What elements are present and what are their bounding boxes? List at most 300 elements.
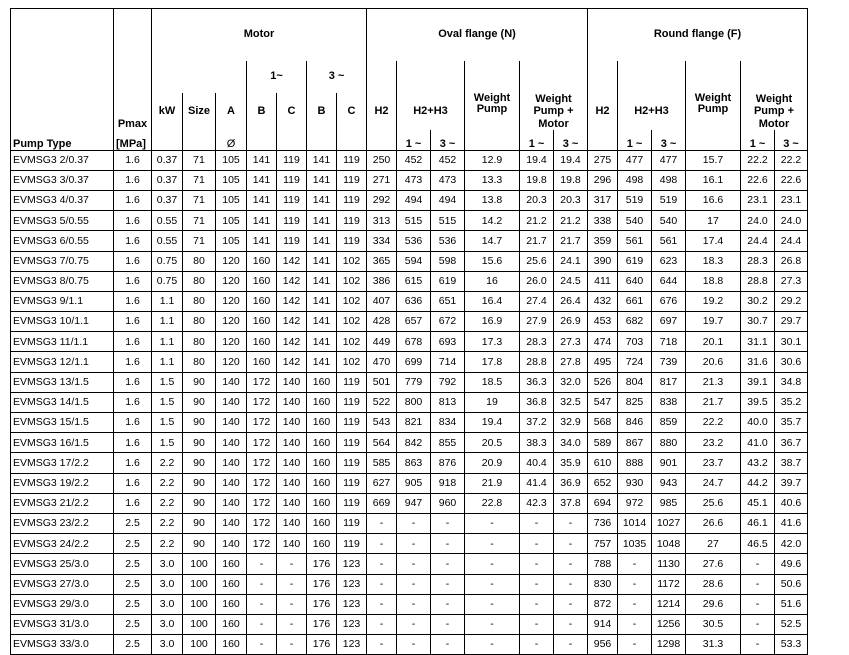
table-cell: -	[431, 594, 465, 614]
table-cell: 28.3	[520, 332, 554, 352]
table-cell: 80	[183, 271, 216, 291]
table-cell: 27.9	[520, 312, 554, 332]
a-diameter-symbol: Ø	[216, 130, 247, 150]
table-row	[11, 170, 808, 190]
table-cell: 105	[216, 231, 247, 251]
oval-wpm-3ph-header: 3 ~	[554, 130, 588, 150]
size-header-mid	[183, 61, 216, 93]
motor-header: Motor	[152, 9, 367, 61]
table-cell: -	[465, 554, 520, 574]
table-cell: 172	[247, 433, 277, 453]
table-cell: 160	[307, 473, 337, 493]
table-cell: 160	[247, 251, 277, 271]
table-cell: 0.75	[152, 251, 183, 271]
table-cell: 119	[337, 231, 367, 251]
table-cell: 141	[247, 211, 277, 231]
table-cell: 90	[183, 493, 216, 513]
table-cell: 275	[588, 150, 618, 170]
table-row	[11, 190, 808, 210]
table-cell: 1.6	[114, 150, 152, 170]
table-cell: 19.8	[520, 170, 554, 190]
table-row	[11, 231, 808, 251]
table-cell: 19.8	[554, 170, 588, 190]
pump-dimensions-table-wrapper	[10, 8, 808, 655]
table-cell: 172	[247, 413, 277, 433]
table-cell: 15.7	[686, 150, 741, 170]
table-cell: 2.5	[114, 554, 152, 574]
table-cell: -	[554, 554, 588, 574]
table-cell: 35.2	[775, 392, 808, 412]
table-cell: 714	[431, 352, 465, 372]
table-cell: 3.0	[152, 614, 183, 634]
table-cell: 1.5	[152, 413, 183, 433]
table-cell: 50.6	[775, 574, 808, 594]
table-cell: -	[397, 574, 431, 594]
table-cell: 800	[397, 392, 431, 412]
table-cell: 30.2	[741, 291, 775, 311]
table-cell: 100	[183, 635, 216, 655]
table-cell: 41.6	[775, 513, 808, 533]
table-cell: 32.0	[554, 372, 588, 392]
table-cell: 141	[307, 312, 337, 332]
table-cell: 24.0	[775, 211, 808, 231]
table-cell: 140	[277, 493, 307, 513]
table-cell: 693	[431, 332, 465, 352]
table-cell: 123	[337, 594, 367, 614]
table-row	[11, 433, 808, 453]
table-cell: 38.7	[775, 453, 808, 473]
table-cell: 0.37	[152, 190, 183, 210]
round-h2-header-low	[588, 130, 618, 150]
table-cell: -	[247, 614, 277, 634]
table-cell: 2.2	[152, 473, 183, 493]
table-cell: 42.0	[775, 534, 808, 554]
round-wpm-3ph-header: 3 ~	[775, 130, 808, 150]
table-cell: 1256	[652, 614, 686, 634]
table-cell: 669	[367, 493, 397, 513]
table-cell: 23.7	[686, 453, 741, 473]
pump-type-cell: EVMSG3 31/3.0	[11, 614, 114, 634]
round-weight-pump-header-mid	[686, 61, 741, 93]
table-cell: 13.3	[465, 170, 520, 190]
table-cell: 71	[183, 170, 216, 190]
table-cell: 1.6	[114, 473, 152, 493]
table-cell: 119	[277, 150, 307, 170]
table-cell: -	[367, 574, 397, 594]
table-cell: 390	[588, 251, 618, 271]
table-row	[11, 352, 808, 372]
table-cell: 21.2	[554, 211, 588, 231]
table-cell: 39.5	[741, 392, 775, 412]
table-row	[11, 332, 808, 352]
table-cell: 501	[367, 372, 397, 392]
b-one-phase-header: B	[247, 93, 277, 131]
table-cell: 561	[618, 231, 652, 251]
table-cell: 160	[307, 493, 337, 513]
table-cell: 160	[307, 453, 337, 473]
table-cell: 44.2	[741, 473, 775, 493]
table-cell: 172	[247, 513, 277, 533]
table-cell: 160	[247, 352, 277, 372]
table-cell: -	[367, 534, 397, 554]
table-cell: 119	[337, 372, 367, 392]
table-cell: 140	[277, 473, 307, 493]
table-cell: -	[520, 574, 554, 594]
table-cell: 26.6	[686, 513, 741, 533]
table-cell: 498	[652, 170, 686, 190]
table-cell: 16.4	[465, 291, 520, 311]
table-cell: 80	[183, 312, 216, 332]
table-cell: 30.6	[775, 352, 808, 372]
table-cell: 21.3	[686, 372, 741, 392]
table-cell: 757	[588, 534, 618, 554]
table-cell: 41.4	[520, 473, 554, 493]
table-cell: 515	[397, 211, 431, 231]
round-h2h3-header: H2+H3	[618, 93, 686, 131]
table-cell: 411	[588, 271, 618, 291]
table-cell: -	[618, 594, 652, 614]
table-cell: 71	[183, 211, 216, 231]
oval-h2-header-mid	[367, 61, 397, 93]
table-cell: 40.4	[520, 453, 554, 473]
table-cell: 0.37	[152, 170, 183, 190]
table-cell: 31.6	[741, 352, 775, 372]
table-cell: 176	[307, 614, 337, 634]
table-cell: 21.7	[686, 392, 741, 412]
table-cell: 872	[588, 594, 618, 614]
table-cell: 119	[337, 150, 367, 170]
table-cell: 160	[216, 554, 247, 574]
table-cell: 547	[588, 392, 618, 412]
table-cell: 20.6	[686, 352, 741, 372]
table-cell: 564	[367, 433, 397, 453]
pump-type-cell: EVMSG3 23/2.2	[11, 513, 114, 533]
table-cell: 21.2	[520, 211, 554, 231]
table-cell: 2.5	[114, 534, 152, 554]
table-cell: 470	[367, 352, 397, 372]
table-cell: 141	[307, 190, 337, 210]
table-cell: 2.5	[114, 513, 152, 533]
table-cell: 120	[216, 312, 247, 332]
table-cell: 52.5	[775, 614, 808, 634]
table-cell: -	[618, 614, 652, 634]
table-cell: 105	[216, 190, 247, 210]
table-cell: 90	[183, 453, 216, 473]
table-cell: 19.4	[520, 150, 554, 170]
table-cell: 2.2	[152, 493, 183, 513]
table-cell: 739	[652, 352, 686, 372]
table-cell: 26.4	[554, 291, 588, 311]
table-cell: 498	[618, 170, 652, 190]
oval-weight-pump-motor-header-mid	[520, 61, 588, 93]
table-cell: -	[277, 594, 307, 614]
table-cell: -	[247, 574, 277, 594]
table-cell: 292	[367, 190, 397, 210]
table-cell: 16.1	[686, 170, 741, 190]
oval-weight-pump-header: Weight Pump	[465, 93, 520, 151]
pump-type-header-low	[11, 93, 114, 131]
table-cell: 817	[652, 372, 686, 392]
table-cell: 623	[652, 251, 686, 271]
table-cell: -	[465, 614, 520, 634]
table-cell: 888	[618, 453, 652, 473]
table-cell: 37.8	[554, 493, 588, 513]
table-cell: 141	[307, 352, 337, 372]
table-cell: -	[397, 614, 431, 634]
pump-type-cell: EVMSG3 14/1.5	[11, 392, 114, 412]
table-cell: 14.2	[465, 211, 520, 231]
table-cell: 119	[337, 433, 367, 453]
table-cell: 123	[337, 635, 367, 655]
table-cell: 0.55	[152, 231, 183, 251]
table-cell: 140	[277, 372, 307, 392]
table-cell: 172	[247, 372, 277, 392]
table-cell: 2.5	[114, 614, 152, 634]
table-cell: 813	[431, 392, 465, 412]
table-cell: 972	[618, 493, 652, 513]
table-cell: 141	[307, 291, 337, 311]
table-cell: 568	[588, 413, 618, 433]
table-cell: 90	[183, 534, 216, 554]
pump-type-cell: EVMSG3 15/1.5	[11, 413, 114, 433]
table-cell: 119	[337, 473, 367, 493]
table-cell: 119	[337, 453, 367, 473]
table-cell: 317	[588, 190, 618, 210]
table-cell: 589	[588, 433, 618, 453]
table-cell: 140	[277, 413, 307, 433]
pmax-header-label: Pmax	[114, 93, 152, 131]
table-cell: 930	[618, 473, 652, 493]
table-cell: 119	[337, 513, 367, 533]
table-cell: 119	[337, 392, 367, 412]
table-cell: -	[554, 574, 588, 594]
table-cell: 24.1	[554, 251, 588, 271]
table-cell: 41.0	[741, 433, 775, 453]
table-cell: 160	[307, 513, 337, 533]
table-cell: -	[367, 554, 397, 574]
table-cell: 49.6	[775, 554, 808, 574]
table-cell: 100	[183, 614, 216, 634]
table-cell: 30.5	[686, 614, 741, 634]
table-cell: 652	[588, 473, 618, 493]
table-cell: 40.6	[775, 493, 808, 513]
table-cell: 792	[431, 372, 465, 392]
table-cell: 359	[588, 231, 618, 251]
table-cell: 1298	[652, 635, 686, 655]
table-cell: 1.6	[114, 271, 152, 291]
table-cell: 1.6	[114, 332, 152, 352]
table-cell: 43.2	[741, 453, 775, 473]
table-cell: -	[741, 574, 775, 594]
table-cell: 18.3	[686, 251, 741, 271]
table-cell: 51.6	[775, 594, 808, 614]
pump-type-header: Pump Type	[11, 130, 114, 150]
table-cell: 676	[652, 291, 686, 311]
round-weight-pump-header: Weight Pump	[686, 93, 741, 151]
table-cell: 141	[247, 190, 277, 210]
table-cell: -	[741, 614, 775, 634]
table-cell: 34.0	[554, 433, 588, 453]
table-cell: 160	[216, 594, 247, 614]
table-cell: -	[465, 513, 520, 533]
table-cell: 141	[247, 170, 277, 190]
pump-type-cell: EVMSG3 10/1.1	[11, 312, 114, 332]
table-cell: 140	[216, 473, 247, 493]
table-cell: 1.5	[152, 372, 183, 392]
table-cell: 27.4	[520, 291, 554, 311]
table-cell: 141	[247, 231, 277, 251]
table-cell: 1.1	[152, 352, 183, 372]
table-row	[11, 493, 808, 513]
table-cell: 160	[307, 372, 337, 392]
table-cell: 142	[277, 271, 307, 291]
round-h2-header: H2	[588, 93, 618, 131]
table-cell: -	[520, 594, 554, 614]
table-cell: 13.8	[465, 190, 520, 210]
table-row	[11, 473, 808, 493]
table-cell: 661	[618, 291, 652, 311]
table-cell: 160	[307, 433, 337, 453]
table-cell: 39.1	[741, 372, 775, 392]
table-cell: 3.0	[152, 594, 183, 614]
table-cell: 22.6	[741, 170, 775, 190]
oval-h2-header: H2	[367, 93, 397, 131]
table-cell: 1035	[618, 534, 652, 554]
table-cell: 585	[367, 453, 397, 473]
table-cell: 27.6	[686, 554, 741, 574]
pump-type-cell: EVMSG3 19/2.2	[11, 473, 114, 493]
table-cell: -	[554, 513, 588, 533]
table-cell: 26.0	[520, 271, 554, 291]
table-cell: 636	[397, 291, 431, 311]
table-cell: 18.5	[465, 372, 520, 392]
table-cell: 39.7	[775, 473, 808, 493]
pmax-unit-header: [MPa]	[114, 130, 152, 150]
table-cell: 17.3	[465, 332, 520, 352]
table-cell: 672	[431, 312, 465, 332]
c-three-phase-header-low	[337, 130, 367, 150]
table-cell: 32.9	[554, 413, 588, 433]
table-cell: 172	[247, 392, 277, 412]
table-cell: -	[520, 635, 554, 655]
table-cell: 1.6	[114, 453, 152, 473]
table-cell: 80	[183, 251, 216, 271]
table-row	[11, 453, 808, 473]
table-cell: 141	[307, 231, 337, 251]
table-cell: 453	[588, 312, 618, 332]
table-cell: 24.4	[741, 231, 775, 251]
table-cell: 1.6	[114, 190, 152, 210]
table-cell: 140	[277, 433, 307, 453]
table-cell: 2.5	[114, 574, 152, 594]
table-cell: 160	[216, 614, 247, 634]
table-cell: 473	[431, 170, 465, 190]
table-cell: 16.9	[465, 312, 520, 332]
table-cell: 334	[367, 231, 397, 251]
table-cell: -	[277, 554, 307, 574]
table-cell: 16	[465, 271, 520, 291]
table-cell: 105	[216, 170, 247, 190]
table-cell: -	[520, 554, 554, 574]
table-cell: 838	[652, 392, 686, 412]
table-cell: 1.6	[114, 251, 152, 271]
pump-type-cell: EVMSG3 21/2.2	[11, 493, 114, 513]
pump-type-cell: EVMSG3 29/3.0	[11, 594, 114, 614]
size-header-low	[183, 130, 216, 150]
table-cell: 26.8	[775, 251, 808, 271]
table-cell: 123	[337, 614, 367, 634]
table-cell: 36.7	[775, 433, 808, 453]
pump-type-cell: EVMSG3 24/2.2	[11, 534, 114, 554]
table-cell: 100	[183, 554, 216, 574]
table-cell: 120	[216, 332, 247, 352]
oval-h2h3-3ph-header: 3 ~	[431, 130, 465, 150]
table-cell: -	[554, 594, 588, 614]
table-cell: 36.3	[520, 372, 554, 392]
table-cell: -	[741, 594, 775, 614]
table-cell: -	[277, 614, 307, 634]
table-cell: 821	[397, 413, 431, 433]
table-cell: -	[277, 574, 307, 594]
table-cell: 53.3	[775, 635, 808, 655]
table-cell: 1014	[618, 513, 652, 533]
table-cell: -	[247, 635, 277, 655]
table-cell: 160	[247, 271, 277, 291]
table-cell: 452	[431, 150, 465, 170]
table-cell: 23.1	[741, 190, 775, 210]
table-cell: 12.9	[465, 150, 520, 170]
table-cell: -	[397, 594, 431, 614]
table-cell: 102	[337, 332, 367, 352]
table-cell: 515	[431, 211, 465, 231]
table-cell: 17.4	[686, 231, 741, 251]
table-row	[11, 513, 808, 533]
table-cell: 42.3	[520, 493, 554, 513]
pump-type-cell: EVMSG3 12/1.1	[11, 352, 114, 372]
table-cell: 30.1	[775, 332, 808, 352]
table-cell: 905	[397, 473, 431, 493]
table-cell: 543	[367, 413, 397, 433]
c-one-phase-header-low	[277, 130, 307, 150]
pump-type-cell: EVMSG3 3/0.37	[11, 170, 114, 190]
b-three-phase-header-low	[307, 130, 337, 150]
table-cell: 1048	[652, 534, 686, 554]
table-cell: 19.4	[554, 150, 588, 170]
a-header: A	[216, 93, 247, 131]
table-cell: 176	[307, 635, 337, 655]
round-weight-pump-motor-header-mid	[741, 61, 808, 93]
table-cell: 1.6	[114, 211, 152, 231]
a-header-mid	[216, 61, 247, 93]
pump-type-cell: EVMSG3 5/0.55	[11, 211, 114, 231]
pump-type-cell: EVMSG3 33/3.0	[11, 635, 114, 655]
table-cell: 432	[588, 291, 618, 311]
table-cell: 90	[183, 372, 216, 392]
table-cell: 657	[397, 312, 431, 332]
pump-type-cell: EVMSG3 25/3.0	[11, 554, 114, 574]
table-row	[11, 392, 808, 412]
table-cell: -	[520, 614, 554, 634]
table-cell: 28.8	[741, 271, 775, 291]
table-cell: 119	[337, 190, 367, 210]
round-flange-header: Round flange (F)	[588, 9, 808, 61]
table-cell: -	[431, 574, 465, 594]
table-cell: 0.55	[152, 211, 183, 231]
table-cell: 140	[216, 513, 247, 533]
c-three-phase-header: C	[337, 93, 367, 131]
table-cell: 22.2	[686, 413, 741, 433]
table-cell: 1.6	[114, 413, 152, 433]
